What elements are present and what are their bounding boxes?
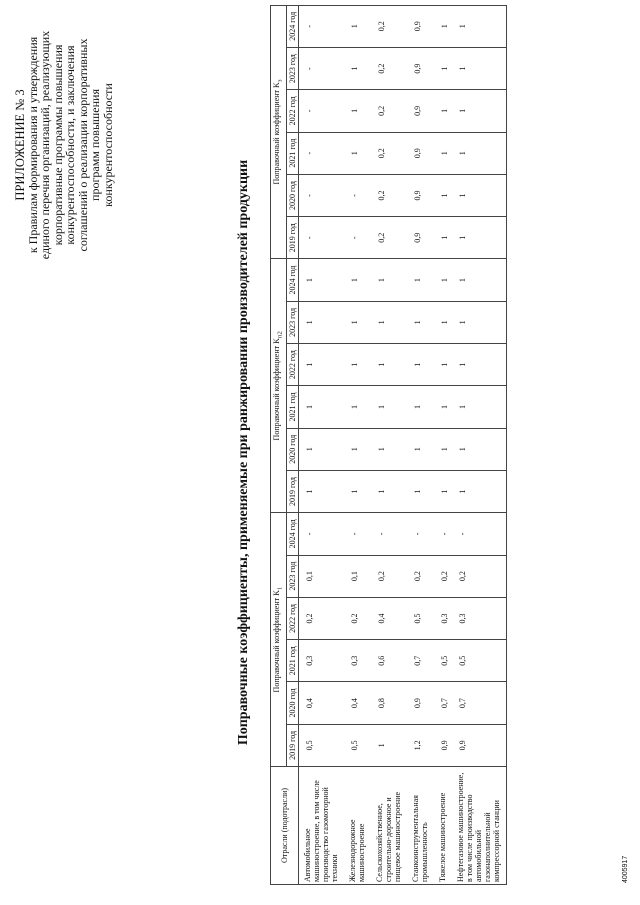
table-row xyxy=(407,5,434,884)
coefficient-cell: 0,4 xyxy=(298,682,344,724)
year-header: 2020 год xyxy=(286,682,298,724)
coefficient-cell: - xyxy=(344,217,371,259)
coefficients-table xyxy=(270,5,507,885)
coefficient-cell: 1 xyxy=(344,47,371,89)
coefficient-cell: 1 xyxy=(344,344,371,386)
coefficient-cell: 0,2 xyxy=(371,174,407,216)
coefficient-cell: 0,9 xyxy=(407,5,434,47)
coefficient-cell: 1 xyxy=(434,301,452,343)
coefficient-cell: - xyxy=(344,513,371,555)
coefficient-cell: - xyxy=(434,513,452,555)
appendix-line: соглашений о реализации корпоративных xyxy=(75,38,90,252)
branch-header: Отрасли (подотрасли) xyxy=(271,767,299,885)
coefficient-cell: 0,5 xyxy=(434,640,452,682)
coefficient-cell: 1 xyxy=(371,386,407,428)
coefficient-cell: 1 xyxy=(371,470,407,512)
coefficient-cell: 1 xyxy=(407,344,434,386)
coefficient-cell: 1 xyxy=(344,90,371,132)
coefficient-cell: 1 xyxy=(407,301,434,343)
coefficient-cell: 0,5 xyxy=(407,597,434,639)
coefficient-cell: - xyxy=(298,217,344,259)
coefficient-cell: 1 xyxy=(434,132,452,174)
coefficient-cell: 1 xyxy=(434,174,452,216)
coefficient-cell: 1 xyxy=(298,428,344,470)
coefficient-cell: 1 xyxy=(434,259,452,301)
coefficient-cell: 0,9 xyxy=(407,132,434,174)
coefficient-cell: - xyxy=(298,513,344,555)
appendix-line: корпоративные программы повышения xyxy=(50,44,65,246)
coefficient-cell: 0,1 xyxy=(298,555,344,597)
appendix-title: ПРИЛОЖЕНИЕ № 3 xyxy=(13,89,27,201)
year-header: 2019 год xyxy=(286,724,298,766)
coefficient-cell: 0,9 xyxy=(407,174,434,216)
coefficient-cell: 1 xyxy=(452,301,507,343)
coefficient-cell: 0,2 xyxy=(452,555,507,597)
coefficient-cell: 1 xyxy=(344,470,371,512)
coefficient-cell: 0,2 xyxy=(371,5,407,47)
coefficient-cell: 1 xyxy=(407,259,434,301)
coefficient-cell: 0,5 xyxy=(452,640,507,682)
coefficient-cell: 0,2 xyxy=(371,555,407,597)
coefficient-cell: - xyxy=(298,5,344,47)
coefficient-cell: 1 xyxy=(344,428,371,470)
appendix-line: конкурентоспособности, и заключения xyxy=(63,45,77,245)
table-row xyxy=(452,5,507,884)
coefficient-cell: 0,7 xyxy=(407,640,434,682)
table-body xyxy=(298,5,506,884)
coefficient-cell: 0,2 xyxy=(434,555,452,597)
coefficient-cell: 1 xyxy=(344,259,371,301)
appendix-line: конкурентоспособности xyxy=(100,83,115,207)
coefficient-cell: 1 xyxy=(452,344,507,386)
coefficient-cell: 1 xyxy=(434,90,452,132)
coefficient-cell: - xyxy=(298,90,344,132)
coefficient-cell: - xyxy=(298,47,344,89)
coefficient-cell: 0,2 xyxy=(298,597,344,639)
coefficient-cell: 0,6 xyxy=(371,640,407,682)
branch-cell: Сельскохозяйственное, строительно-дорожное и пищевое машиностроение xyxy=(371,767,407,885)
branch-cell: Нефтегазовое машиностроение, в том числе производство автомобильной газонаполнительной компрессорной станции xyxy=(452,767,507,885)
coefficient-cell: 1 xyxy=(452,174,507,216)
table-row xyxy=(434,5,452,884)
document-number: 4005917 xyxy=(622,855,629,883)
table-title: Поправочные коэффициенты, применяемые при ранжировании производителей продукции xyxy=(236,159,251,746)
coefficient-cell: 1 xyxy=(344,132,371,174)
coefficient-cell: 0,9 xyxy=(407,217,434,259)
coefficient-cell: 0,5 xyxy=(298,724,344,766)
coefficient-cell: 0,3 xyxy=(434,597,452,639)
coefficient-cell: 0,9 xyxy=(407,90,434,132)
group-label: Поправочный коэффициент K xyxy=(272,82,281,185)
coefficient-cell: 1 xyxy=(298,470,344,512)
coefficient-cell: 0,9 xyxy=(407,47,434,89)
group-subscript: п2 xyxy=(276,331,284,339)
group-subscript: з xyxy=(276,79,284,83)
coefficient-cell: 1 xyxy=(452,217,507,259)
branch-cell: Тяжелое машиностроение xyxy=(434,767,452,885)
coefficient-cell: 0,9 xyxy=(407,682,434,724)
coefficient-cell: 1 xyxy=(407,386,434,428)
coefficient-cell: 1 xyxy=(434,47,452,89)
coefficient-cell: 1 xyxy=(298,259,344,301)
coefficient-cell: 0,2 xyxy=(407,555,434,597)
year-header: 2021 год xyxy=(286,640,298,682)
coefficient-cell: 0,3 xyxy=(344,640,371,682)
coefficient-cell: 1 xyxy=(298,386,344,428)
group-header-k1 xyxy=(271,513,287,767)
group-header-k3 xyxy=(271,5,287,259)
year-header: 2024 год xyxy=(286,5,298,47)
coefficient-cell: 1 xyxy=(452,132,507,174)
coefficient-cell: - xyxy=(407,513,434,555)
year-header: 2020 год xyxy=(286,174,298,216)
coefficient-cell: 0,2 xyxy=(371,217,407,259)
coefficient-cell: 1 xyxy=(344,301,371,343)
coefficient-cell: 1 xyxy=(371,259,407,301)
coefficient-cell: 1 xyxy=(434,217,452,259)
year-header: 2022 год xyxy=(286,90,298,132)
group-header-k2 xyxy=(271,259,287,513)
year-header: 2024 год xyxy=(286,513,298,555)
coefficient-cell: 1 xyxy=(371,428,407,470)
coefficient-cell: 0,3 xyxy=(452,597,507,639)
group-subscript: 1 xyxy=(276,586,284,591)
coefficient-cell: 0,2 xyxy=(371,132,407,174)
coefficient-cell: 1 xyxy=(452,428,507,470)
year-header: 2023 год xyxy=(286,47,298,89)
coefficient-cell: 0,2 xyxy=(344,597,371,639)
year-header: 2021 год xyxy=(286,386,298,428)
year-header: 2021 год xyxy=(286,132,298,174)
branch-cell: Автомобильное машиностроение, в том числе производство газомоторной техники xyxy=(298,767,344,885)
coefficient-cell: 0,8 xyxy=(371,682,407,724)
appendix-line: единого перечня организаций, реализующих xyxy=(38,30,52,260)
table-row xyxy=(298,5,344,884)
coefficient-cell: 1 xyxy=(298,344,344,386)
coefficient-cell: 1 xyxy=(371,301,407,343)
coefficient-cell: 1 xyxy=(434,386,452,428)
table-row xyxy=(371,5,407,884)
coefficient-cell: - xyxy=(298,132,344,174)
coefficient-cell: 1 xyxy=(298,301,344,343)
coefficient-cell: 0,7 xyxy=(452,682,507,724)
coefficient-cell: 1 xyxy=(434,344,452,386)
appendix-header xyxy=(14,15,114,275)
coefficient-cell: 1 xyxy=(344,386,371,428)
year-header: 2022 год xyxy=(286,597,298,639)
coefficient-cell: - xyxy=(452,513,507,555)
coefficient-cell: 1 xyxy=(452,47,507,89)
year-header: 2023 год xyxy=(286,555,298,597)
coefficient-cell: 1 xyxy=(452,259,507,301)
year-header-row xyxy=(286,5,298,884)
coefficient-cell: 1 xyxy=(344,5,371,47)
year-header: 2020 год xyxy=(286,428,298,470)
coefficient-cell: 0,5 xyxy=(344,724,371,766)
coefficient-cell: - xyxy=(298,174,344,216)
branch-cell: Железнодорожное машиностроение xyxy=(344,767,371,885)
branch-cell: Станкоинструментальная промышленность xyxy=(407,767,434,885)
coefficient-cell: 0,7 xyxy=(434,682,452,724)
coefficient-cell: 1 xyxy=(434,5,452,47)
appendix-line: к Правилам формирования и утверждения xyxy=(25,36,40,254)
year-header: 2023 год xyxy=(286,301,298,343)
coefficient-cell: 0,4 xyxy=(371,597,407,639)
coefficient-cell: 0,2 xyxy=(371,47,407,89)
year-header: 2019 год xyxy=(286,470,298,512)
coefficient-cell: 0,1 xyxy=(344,555,371,597)
coefficient-cell: 0,3 xyxy=(298,640,344,682)
year-header: 2024 год xyxy=(286,259,298,301)
coefficient-cell: 1 xyxy=(452,90,507,132)
coefficient-cell: 1,2 xyxy=(407,724,434,766)
coefficient-cell: 0,4 xyxy=(344,682,371,724)
coefficient-cell: 1 xyxy=(371,724,407,766)
group-label: Поправочный коэффициент K xyxy=(272,338,281,441)
coefficient-cell: 1 xyxy=(452,386,507,428)
coefficient-cell: 1 xyxy=(407,470,434,512)
coefficient-cell: 1 xyxy=(371,344,407,386)
coefficient-cell: 1 xyxy=(452,470,507,512)
coefficient-cell: 1 xyxy=(452,5,507,47)
coefficient-cell: 0,2 xyxy=(371,90,407,132)
table-row xyxy=(344,5,371,884)
coefficient-cell: 1 xyxy=(434,470,452,512)
group-label: Поправочный коэффициент K xyxy=(272,590,281,693)
coefficient-cell: - xyxy=(344,174,371,216)
coefficient-cell: 1 xyxy=(407,428,434,470)
coefficient-cell: 0,9 xyxy=(434,724,452,766)
year-header: 2022 год xyxy=(286,344,298,386)
coefficient-cell: 1 xyxy=(434,428,452,470)
appendix-line: программ повышения xyxy=(88,89,102,201)
coefficient-cell: - xyxy=(371,513,407,555)
coefficient-cell: 0,9 xyxy=(452,724,507,766)
table-header xyxy=(271,5,299,884)
year-header: 2019 год xyxy=(286,217,298,259)
